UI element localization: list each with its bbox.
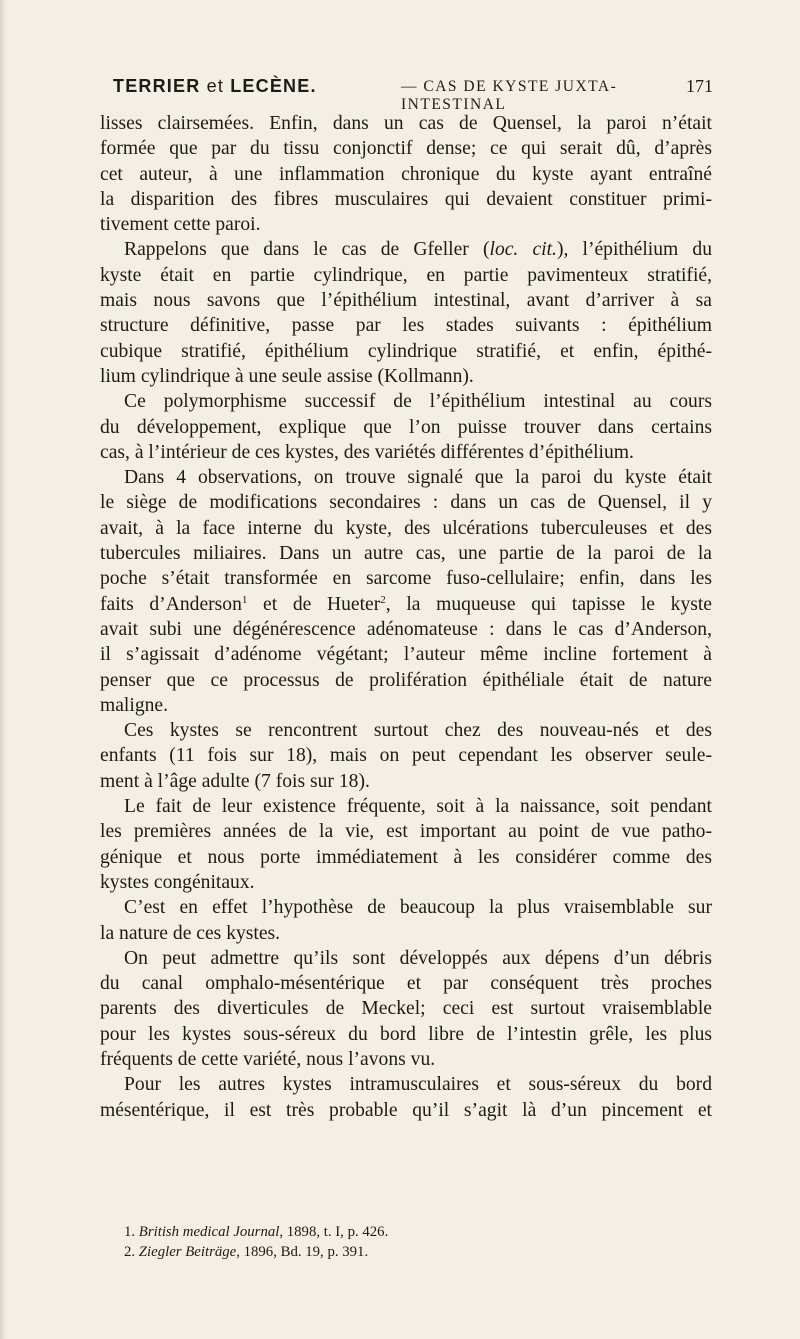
citation-loc-cit: loc. cit.	[489, 239, 557, 261]
text-line: kyste était en partie cylindrique, en partie pavimenteux stratifié,	[100, 264, 712, 286]
page-edge-shadow	[0, 0, 8, 1339]
text-segment: faits d’Anderson	[100, 593, 242, 615]
text-line: du canal omphalo-mésentérique et par conséquent très proches	[100, 973, 712, 995]
text-line: cubique stratifié, épithélium cylindrique stratifié, et enfin, épithé-	[100, 340, 712, 362]
text-line: C’est en effet l’hypothèse de beaucoup la plus vraisemblable sur	[124, 897, 712, 919]
footnote-ref-2: 2	[380, 593, 386, 606]
text-line	[100, 592, 712, 617]
text-line: les premières années de la vie, est important au point de vue patho-	[100, 821, 712, 843]
footnote-number: 1.	[124, 1224, 139, 1240]
footnote-ref-1: 1	[241, 593, 248, 606]
text-line: On peut admettre qu’ils sont développés aux dépens d’un débris	[124, 947, 712, 969]
text-line: penser que ce processus de prolifération épithéliale était de nature	[100, 669, 712, 691]
footnote-detail: , 1896, Bd. 19, p. 391.	[236, 1243, 369, 1260]
running-title: — CAS DE KYSTE JUXTA-INTESTINAL	[401, 78, 618, 113]
text-line: pour les kystes sous-séreux du bord libre de l’intestin grêle, les plus	[100, 1023, 712, 1045]
text-line: Ces kystes se rencontrent surtout chez des nouveau-nés et des	[124, 720, 712, 742]
header-authors	[113, 76, 317, 97]
footnote-source: British medical Journal	[138, 1224, 280, 1240]
author-lecene: LECÈNE.	[230, 76, 317, 96]
text-segment: et de Hueter	[247, 593, 381, 615]
footnote-1	[124, 1223, 704, 1243]
text-line: tivement cette paroi.	[100, 214, 261, 236]
text-line: mais nous savons que l’épithélium intestinal, avant d’arriver à sa	[100, 290, 712, 312]
text-line: Pour les autres kystes intramusculaires et sous-séreux du bord	[124, 1074, 712, 1096]
footnote-2	[124, 1243, 704, 1263]
author-conjunction: et	[206, 76, 225, 96]
text-line: tubercules miliaires. Dans un autre cas, une partie de la paroi de la	[100, 543, 712, 565]
text-line: poche s’était transformée en sarcome fuso-cellulaire; enfin, dans les	[100, 568, 712, 590]
text-line: cet auteur, à une inflammation chronique du kyste ayant entraîné	[100, 163, 712, 185]
text-line	[100, 237, 712, 262]
text-line: enfants (11 fois sur 18), mais on peut cependant les observer seule-	[100, 745, 712, 767]
text-line: du développement, explique que l’on puisse trouver dans certains	[100, 416, 712, 438]
footnote-detail: , 1898, t. I, p. 426.	[279, 1224, 389, 1240]
text-line: lisses clairsemées. Enfin, dans un cas de Quensel, la paroi n’était	[100, 113, 712, 134]
text-line: parents des diverticules de Meckel; ceci est surtout vraisemblable	[100, 998, 712, 1020]
author-terrier: TERRIER	[113, 76, 201, 96]
text-line: génique et nous porte immédiatement à les considérer comme des	[100, 846, 712, 868]
text-line: il s’agissait d’adénome végétant; l’auteur même incline fortement à	[100, 644, 712, 666]
text-line: Ce polymorphisme successif de l’épithélium intestinal au cours	[124, 391, 712, 413]
text-segment: Rappelons que dans le cas de Gfeller (	[124, 239, 490, 261]
text-line: ment à l’âge adulte (7 fois sur 18).	[100, 770, 370, 792]
text-line: structure définitive, passe par les stades suivants : épithélium	[100, 315, 712, 337]
text-line: le siège de modifications secondaires : dans un cas de Quensel, il y	[100, 492, 712, 514]
text-line: Le fait de leur existence fréquente, soit à la naissance, soit pendant	[124, 796, 712, 818]
text-line: la nature de ces kystes.	[100, 922, 281, 944]
text-line: mésentérique, il est très probable qu’il s’agit là d’un pincement et	[100, 1099, 712, 1121]
text-line: kystes congénitaux.	[100, 871, 255, 893]
text-line: Dans 4 observations, on trouve signalé que la paroi du kyste était	[124, 467, 712, 489]
page-number: 171	[686, 76, 713, 96]
text-line: cas, à l’intérieur de ces kystes, des variétés différentes d’épithélium.	[100, 441, 634, 463]
text-line: lium cylindrique à une seule assise (Kollmann).	[100, 365, 474, 387]
text-segment: ), l’épithélium du	[556, 239, 712, 261]
text-line: fréquents de cette variété, nous l’avons vu.	[100, 1048, 436, 1070]
text-line: la disparition des fibres musculaires qui devaient constituer primi-	[100, 188, 712, 210]
text-segment: , la muqueuse qui tapisse le kyste	[385, 593, 713, 615]
text-line: formée que par du tissu conjonctif dense; ce qui serait dû, d’après	[100, 138, 712, 160]
footnote-source: Ziegler Beiträge	[138, 1243, 237, 1260]
footnote-number: 2.	[124, 1243, 139, 1260]
text-line: avait subi une dégénérescence adénomateuse : dans le cas d’Anderson,	[100, 618, 712, 640]
footnotes	[124, 1223, 704, 1262]
text-line: maligne.	[100, 694, 169, 716]
body-text	[100, 111, 712, 1123]
text-line: avait, à la face interne du kyste, des ulcérations tuberculeuses et des	[100, 517, 712, 539]
running-header	[113, 76, 713, 113]
